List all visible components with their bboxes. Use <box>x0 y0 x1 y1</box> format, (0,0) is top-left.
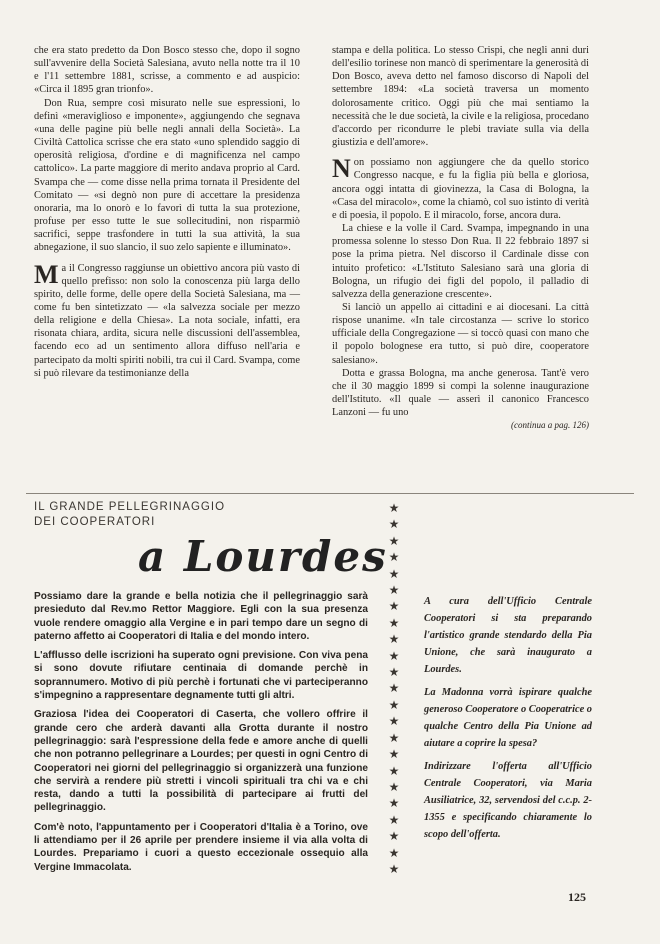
star-icon: ★ <box>388 566 400 581</box>
star-icon: ★ <box>388 697 400 712</box>
star-icon: ★ <box>388 533 400 548</box>
dropcap-letter: N <box>332 154 351 184</box>
kicker-line-2: DEI COOPERATORI <box>34 516 156 528</box>
star-icon: ★ <box>388 550 400 565</box>
star-icon: ★ <box>388 615 400 630</box>
star-icon: ★ <box>388 665 400 680</box>
paragraph-dropcap <box>332 156 589 222</box>
star-icon: ★ <box>388 632 400 647</box>
feature-sidebar <box>424 593 592 849</box>
paragraph: Possiamo dare la grande e bella notizia che il pellegrinaggio sarà presieduto dal Rev.mo Rettor Maggiore. Egli con la sua presenza vuole rendere omaggio alla Vergine e in pari tempo dare un segno di paterno affetto ai Cooperatori di Italia e del mondo intero. <box>34 591 368 642</box>
headline: a Lourdes <box>138 532 388 581</box>
article-right-column <box>332 44 589 433</box>
star-icon: ★ <box>388 747 400 762</box>
star-icon: ★ <box>388 796 400 811</box>
star-icon: ★ <box>388 829 400 844</box>
feature-main-column <box>34 590 368 880</box>
paragraph-text: a il Congresso raggiunse un obiettivo ancora più vasto di quello prefisso: non solo la conoscenza più larga dello spirito, delle forme, delle opere della Società Salesiana, ma — come fu ben sintetizzato — «la salvezza sociale per mezzo della religione e della Chiesa». La nota sociale, infatti, era risonata chiara, ardita, sicura nelle discussioni dell'assemblea, facendo eco ad un sentimento allora diffuso nell'aria e partecipato da molti spiriti nobili, tra cui il Card. Svampa, come si può rilevare da testimonianze della <box>34 262 300 379</box>
star-icon: ★ <box>388 517 400 532</box>
paragraph: Com'è noto, l'appuntamento per i Cooperatori d'Italia è a Torino, ove li attendiamo per il 26 aprile per prendere insieme il via alla volta di Lourdes. Prepariamo i cuori a questo eccezionale ossequio alla Vergine Immacolata. <box>34 821 368 873</box>
paragraph: L'afflusso delle iscrizioni ha superato ogni previsione. Con viva pena si sono dovute rifiutare centinaia di domande perchè in soprannumero. Motivo di più perchè i fortunati che vi parteciperanno s'impegnino a rappresentare degnamente tutti gli altri. <box>34 650 368 702</box>
dropcap-letter: M <box>34 259 59 289</box>
paragraph-dropcap <box>34 259 300 380</box>
paragraph: Si lanciò un appello ai cittadini e ai diocesani. La città rispose unanime. «In tale circostanza — scrive lo storico ufficiale della Congregazione — si toccò quasi con mano che il popolo bolognese era tutto, si può dire, cooperatore salesiano». <box>332 301 589 366</box>
star-icon: ★ <box>388 779 400 794</box>
star-icon: ★ <box>388 812 400 827</box>
star-icon: ★ <box>388 845 400 860</box>
paragraph: La chiese e la volle il Card. Svampa, impegnando in una promessa solenne lo stesso Don Rua. Il 22 febbraio 1897 si pose la prima pietra. Nel discorso il Cardinale disse con intuito profetico: «L'Istituto Salesiano sarà una gloria di Bologna, un rifugio dei figli del popolo, il palladio di salvezza della generazione crescente». <box>332 223 589 300</box>
star-icon: ★ <box>388 501 400 515</box>
article-left-column <box>34 44 300 380</box>
star-icon: ★ <box>388 583 400 598</box>
star-icon: ★ <box>388 861 400 876</box>
section-divider <box>26 493 634 494</box>
paragraph: Graziosa l'idea dei Cooperatori di Caserta, che vollero offrire il grande cero che arderà davanti alla Grotta durante il nostro pellegrinaggio: sarà l'espressione della fede e amore anche di quelli che non potranno pellegrinare a Lourdes; per questi in ogni Centro di Cooperatori nei giorni del pellegrinaggio si organizzerà una funzione che servirà a rendere più stretti i vincoli spirituali tra chi va e chi resta, dando a tutti la possibilità di partecipare ai frutti del pellegrinaggio. <box>34 709 368 814</box>
paragraph: che era stato predetto da Don Bosco stesso che, dopo il sogno sull'avvenire della Società Salesiana, avuto nella notte tra il 10 e l'11 settembre 1881, scrisse, a commento e ad auspicio: «Circa il 1895 gran trionfo». <box>34 45 300 96</box>
star-icon: ★ <box>388 599 400 614</box>
star-icon: ★ <box>388 763 400 778</box>
paragraph-text: on possiamo non aggiungere che da quello storico Congresso nacque, e fu la figlia più bella e gloriosa, ancora oggi intatta di giovinezza, la Casa di Bologna, la «Casa del miracolo», come la chiamò, col suo istinto di verità e di poesia, il popolo. E il miracolo, forse, ancora dura. <box>332 157 589 221</box>
paragraph: Dotta e grassa Bologna, ma anche generosa. Tant'è vero che il 30 maggio 1899 si compì la solenne inaugurazione dell'Istituto. «Il quale — asserì il canonico Francesco Lanzoni — fu uno <box>332 367 589 419</box>
page-number: 125 <box>568 890 586 904</box>
sidebar-paragraph: A cura dell'Ufficio Centrale Cooperatori si sta preparando l'artistico grande stendardo della Pia Unione, che sarà inaugurato a Lourdes. <box>424 596 592 675</box>
star-icon: ★ <box>388 730 400 745</box>
star-icon: ★ <box>388 681 400 696</box>
kicker-line-1: IL GRANDE PELLEGRINAGGIO <box>34 501 226 513</box>
sidebar-paragraph: La Madonna vorrà ispirare qualche generoso Cooperatore o Cooperatrice o qualche Centro della Pia Unione ad aiutare a coprire la spesa? <box>424 687 592 749</box>
star-column <box>386 500 402 877</box>
star-icon: ★ <box>388 714 400 729</box>
star-icon: ★ <box>388 648 400 663</box>
paragraph: stampa e della politica. Lo stesso Crispi, che negli anni duri dell'esilio torinese non mancò di sperimentare la generosità di Don Bosco, aveva detto nel famoso discorso di Napoli del settembre 1894: «La società traversa un momento dolorosamente critico. Oggi più che mai sentiamo la necessità che le due società, la civile e la religiosa, procedano d'accordo per ricondurre le plebi traviate sulla via della giustizia e dell'amore». <box>332 45 589 149</box>
sidebar-paragraph: Indirizzare l'offerta all'Ufficio Centrale Cooperatori, via Maria Ausiliatrice, 32, servendosi del c.c.p. 2-1355 e specificando chiaramente lo scopo dell'offerta. <box>424 761 592 840</box>
paragraph: Don Rua, sempre così misurato nelle sue espressioni, lo definì «meraviglioso e imponente», aggiungendo che segnava «una delle pagine più belle negli annali della Società». La Civiltà Cattolica scrisse che era stato «uno splendido saggio di operosità religiosa, d'ordine e di magnificenza nel campo cattolico». La parte maggiore di merito andava proprio al Card. Svampa che — come disse nella prima tornata il Presidente del Comitato — «si degnò non pure di accettare la presidenza onoraria, ma lo onorò e lo favorì di tutta la sua protezione, profuse per esso tutte le sue sollecitudini, non risparmiò sacrifici, seppe trasfondere in tutti la sua attività, la sua abnegazione, il suo slancio, il suo zelo sapiente e illuminato». <box>34 97 300 254</box>
continued-note: (continua a pag. 126) <box>511 420 589 431</box>
